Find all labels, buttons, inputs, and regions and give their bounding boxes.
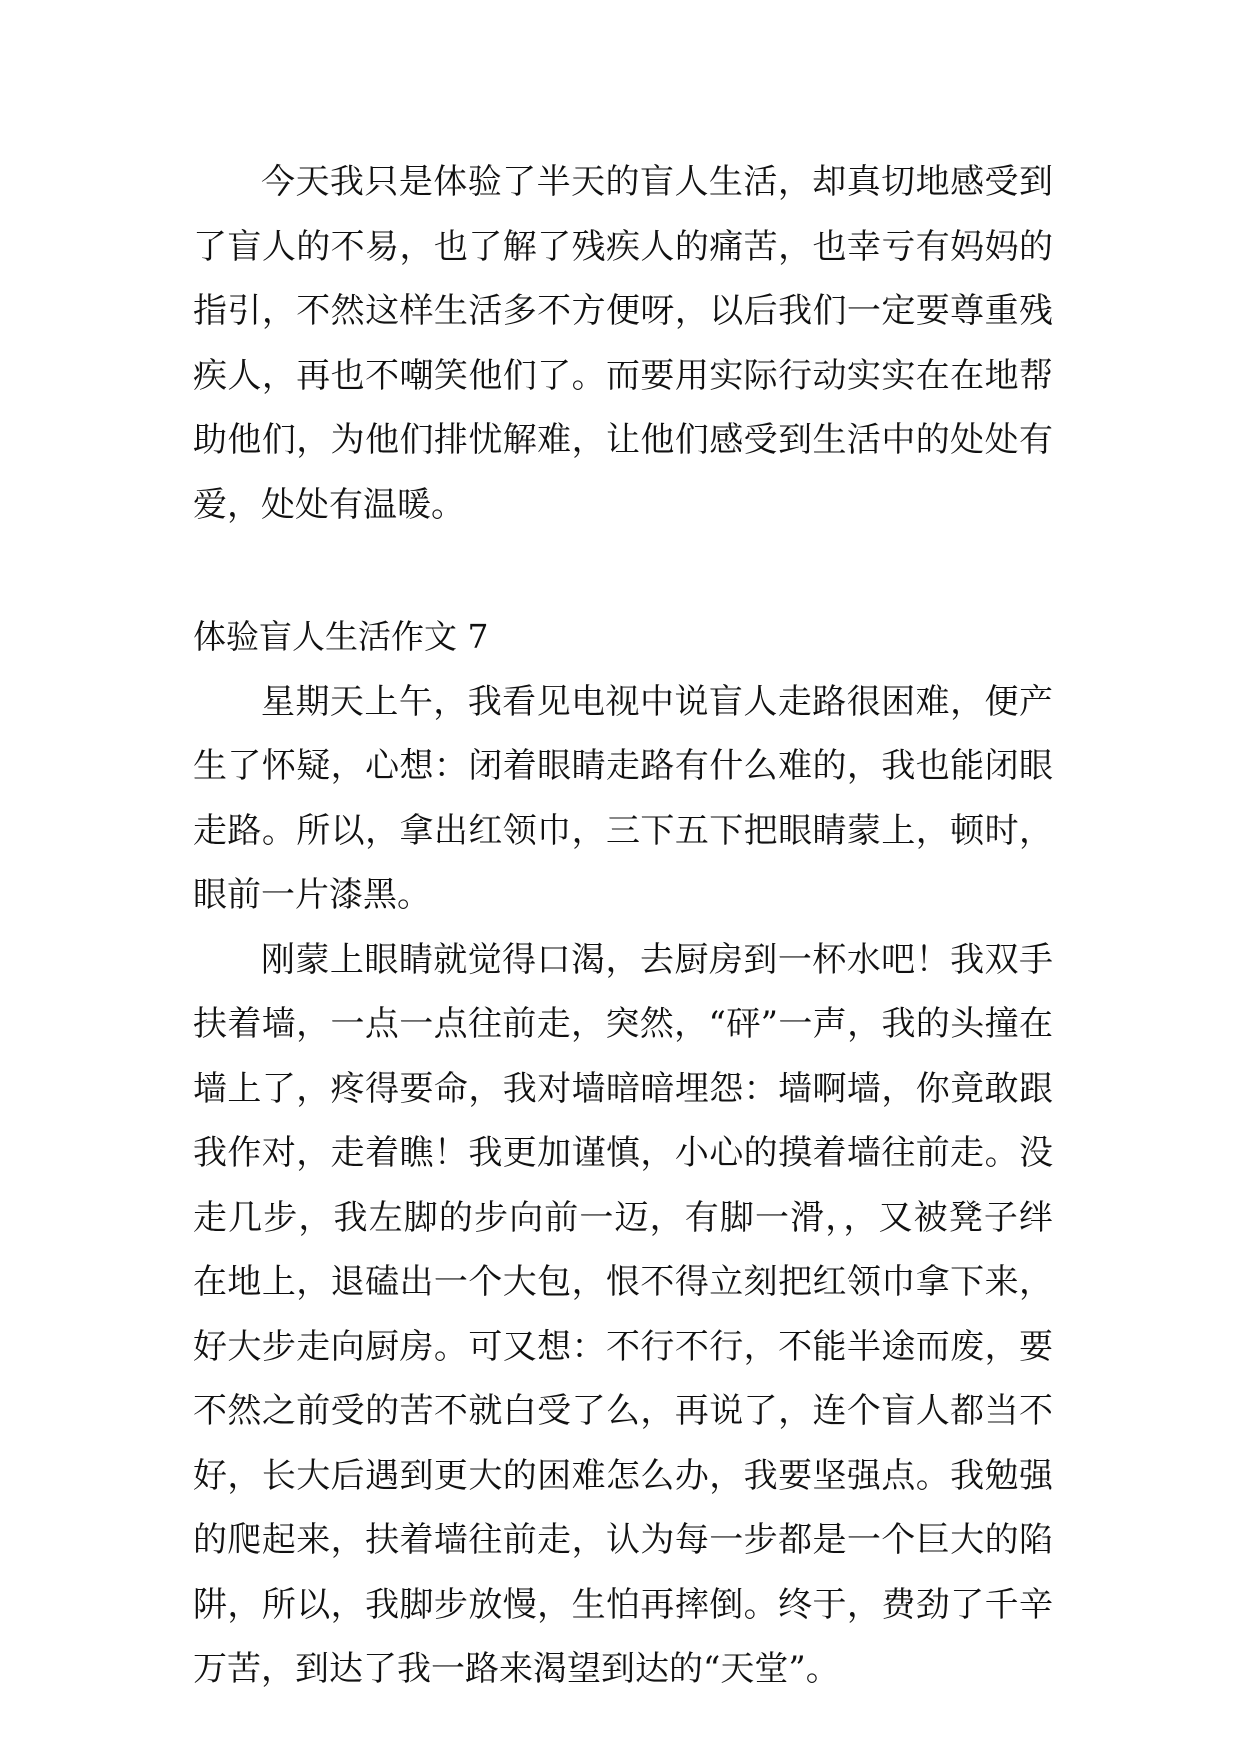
- section-title: 体验盲人生活作文 7: [193, 617, 489, 656]
- body-paragraph-2: 刚蒙上眼睛就觉得口渴，去厨房到一杯水吧！我双手扶着墙，一点一点往前走，突然，“砰”一声，我的头撞在墙上了，疼得要命，我对墙暗暗埋怨：墙啊墙，你竟敢跟我作对，走着瞧！我更加谨慎，小心的摸着墙往前走。没走几步，我左脚的步向前一迈，有脚一滑，，又被凳子绊在地上，退磕出一个大包，恨不得立刻把红领巾拿下来，好大步走向厨房。可又想：不行不行，不能半途而废，要不然之前受的苦不就白受了么，再说了，连个盲人都当不好，长大后遇到更大的困难怎么办，我要坚强点。我勉强的爬起来，扶着墙往前走，认为每一步都是一个巨大的陷阱，所以，我脚步放慢，生怕再摔倒。终于，费劲了千辛万苦，到达了我一路来渴望到达的“天堂”。: [193, 939, 1053, 1689]
- document-body: [193, 150, 1053, 1702]
- intro-paragraph: 今天我只是体验了半天的盲人生活，却真切地感受到了盲人的不易，也了解了残疾人的痛苦，也幸亏有妈妈的指引，不然这样生活多不方便呀，以后我们一定要尊重残疾人，再也不嘲笑他们了。而要用实际行动实实在在地帮助他们，为他们排忧解难，让他们感受到生活中的处处有爱，处处有温暖。: [193, 162, 1053, 525]
- body-paragraph-1: 星期天上午，我看见电视中说盲人走路很困难，便产生了怀疑，心想：闭着眼睛走路有什么难的，我也能闭眼走路。所以，拿出红领巾，三下五下把眼睛蒙上，顿时，眼前一片漆黑。: [193, 681, 1053, 915]
